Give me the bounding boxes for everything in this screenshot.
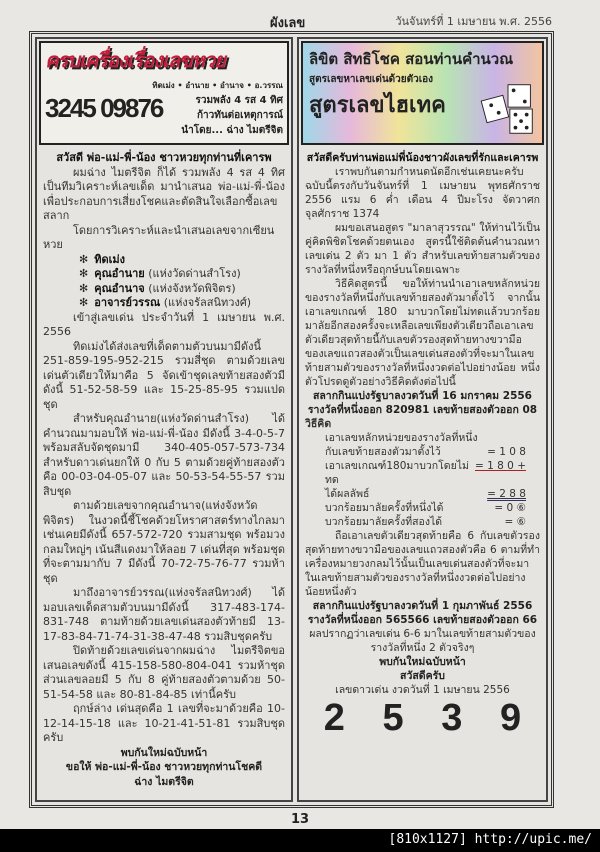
paragraph: ปิดท้ายด้วยเลขเด่นจากผมฉ่าง ไมตรีจิตขอเสนอเลขดังนี้ 415-158-580-804-041 รวมห้าชุด ส่วนเลขลอยมี 5 กับ 8 คู่ท้ายสองตัวตามด้วย 50-51-54-58 และ 80-81-84-85 เท่านี้ครับ <box>43 644 285 701</box>
banner-line3: สูตรเลขไฮเทค <box>308 93 446 118</box>
publication-title: ผังเลข <box>270 16 306 31</box>
calc-row: กับเลขท้ายสองตัวมาตั้งไว้ = 1 0 8 <box>324 446 526 458</box>
watermark-text: [810x1127] http://upic.me/ <box>388 832 592 847</box>
page-number: 13 <box>290 812 310 827</box>
banner-names: ทิดเม่ง • อำนาย • อำนาจ • อ.วรรณ <box>152 81 283 90</box>
expert-list <box>43 253 285 311</box>
example-draw: สลากกินแบ่งรัฐบาลงวดวันที่ 16 มกราคม 2556 <box>312 390 532 402</box>
left-column <box>35 37 293 802</box>
page-frame <box>29 31 554 808</box>
example-draw: สลากกินแบ่งรัฐบาลงวดวันที่ 1 กุมภาพันธ์ 2556 <box>312 600 533 612</box>
paragraph: ผมฉ่าง ไมตรีจิต ก็ได้ รวมพลัง 4 รส 4 ทิศ เป็นทีมวิเคราะห์เลขเด็ด มานำเสนอ พ่อ-แม่-พี่-น้อง เพื่อประกอบการเสี่ยงโชคและตัดสินใจเลือกซื้อเลขสลาก <box>43 165 285 222</box>
watermark-bar <box>0 829 600 852</box>
banner-line1: รวมพลัง 4 รส 4 ทิศ <box>195 95 283 106</box>
calc-row: เอาเลขเกณฑ์180มาบวกโดยไม่ทด = 1 8 0 + <box>324 460 526 486</box>
page-header <box>0 0 600 31</box>
banner-digits: 3245 09876 <box>45 92 163 123</box>
list-item: ✻ ทิดเม่ง <box>79 252 125 266</box>
paragraph: ตามด้วยเลขจากคุณอำนาจ(แห่งจังหวัดพิจิตร) ในงวดนี้ชี้โชคด้วยโหราศาสตร์ทางไกลมาเช่นเคยมีดังนี้ 657-572-720 รวมสามชุด พร้อมวงกลมใหญ่ๆ เน้นสีแดงมาให้ลอย 7 เด่นที่สุด พร้อมชุดที่จะตามมากับ 7 มีดังนี้ 70-72-75-76-77 รวมห้าชุด <box>43 499 285 585</box>
star-digits <box>305 697 540 739</box>
asterisk-icon: ✻ <box>79 267 89 280</box>
left-heading: สวัสดี พ่อ-แม่-พี่-น้อง ชาวหวยทุกท่านที่เคารพ <box>56 151 272 164</box>
list-item: ✻ อาจารย์วรรณ (แห่งจรัลสนิทวงศ์) <box>79 296 252 309</box>
banner-line2: ก้าวทันต่อเหตุการณ์ <box>196 110 283 121</box>
right-heading: สวัสดีครับท่านพ่อแม่พี่น้องชาวผังเลขที่รักและเคารพ <box>306 152 539 164</box>
asterisk-icon: ✻ <box>79 296 89 309</box>
example-result: รางวัลที่หนึ่งออก 820981 เลขท้ายสองตัวออก 08 <box>307 404 538 416</box>
list-item: ✻ คุณอำนาย (แห่งวัดด่านสำโรง) <box>79 267 241 280</box>
list-item: ✻ คุณอำนาจ (แห่งจังหวัดพิจิตร) <box>79 281 236 295</box>
intro-line: เข้าสู่เลขเด่น ประจำวันที่ 1 เมษายน พ.ศ. 2556 <box>43 310 285 338</box>
paragraph: วิธีคิดสูตรนี้ ขอให้ท่านนำเอาเลขหลักหน่วยของรางวัลที่หนึ่งกับเลขท้ายสองตัวมาตั้งไว้ จากนั้นเอาเลขเกณฑ์ 180 มาบวกโดยไม่ทดแล้วบวกร้อยมาลัยอีกสองครั้งจะเหลือเลขเพียงตัวเดียวถือเอาเลขตัวเดียวสุดท้ายนี้กับเลขตัวรองสุดท้ายทางขวามือของเลขแถวสองตัวเป็นเลขเด่นสองตัวที่จะมาในเลขท้ายสามตัวของรางวัลที่หนึ่งงวดต่อไปอย่างน้อย หนึ่งตัวโปรดดูตัวอย่างวิธีคิดดังต่อไปนี้ <box>304 278 540 388</box>
calc-row: บวกร้อยมาลัยครั้งที่หนึ่งได้ = 0 ⑥ <box>324 502 526 514</box>
issue-date: วันจันทร์ที่ 1 เมษายน พ.ศ. 2556 <box>395 15 552 28</box>
dice-icon <box>480 81 536 137</box>
closing: พบกันใหม่ฉบับหน้า <box>120 746 208 759</box>
paragraph: ถือเอาเลขตัวเดียวสุดท้ายคือ 6 กับเลขตัวรองสุดท้ายทางขวามือของเลขแถวสองตัวคือ 6 ตามที่ทำเครื่องหมายวงกลมไว้นั้นเป็นเลขเด่นสองตัวที่จะมาในเลขท้ายสามตัวของรางวัลที่หนึ่งงวดต่อไปอย่างน้อยหนึ่งตัว <box>304 530 540 598</box>
calculation-table <box>305 431 540 529</box>
banner-title: ครบเครื่องเรื่องเลขหวย <box>45 48 225 72</box>
banner-line1: ลิขิต สิทธิโชค สอนท่านคำนวณ <box>308 50 514 68</box>
star-digit: 9 <box>500 697 522 739</box>
method-label: วิธีคิด <box>304 418 332 430</box>
calc-row: ได้ผลลัพธ์ = 2 8 8 <box>324 488 526 500</box>
result-line: ผลปรากฏว่าเลขเด่น 6-6 มาในเลขท้ายสามตัวของ <box>309 628 536 640</box>
star-digit: 2 <box>323 697 345 739</box>
asterisk-icon: ✻ <box>79 281 89 295</box>
example-result: รางวัลที่หนึ่งออก 565566 เลขท้ายสองตัวออก 66 <box>307 614 538 626</box>
closing: สวัสดีครับ <box>400 670 445 682</box>
banner-line3: นำโดย... ฉ่าง ไมตรีจิต <box>181 125 283 136</box>
paragraph: ทิดเม่งได้ส่งเลขที่เด็ดตามตัวบนมามีดังนี้ 251-859-195-952-215 รวมสี่ชุด ตามด้วยเลขเด่นตัวเดียวให้มาคือ 5 จัดเข้าชุดเลขท้ายสองตัวมีดังนี้ 51-52-58-59 และ 15-25-85-95 รวมแปดชุด <box>43 339 285 411</box>
closing: พบกันใหม่ฉบับหน้า <box>379 656 466 668</box>
calc-row: เอาเลขหลักหน่วยของรางวัลที่หนึ่ง <box>324 432 478 444</box>
right-column <box>297 37 548 802</box>
star-digit: 3 <box>441 697 463 739</box>
star-digit: 5 <box>382 697 404 739</box>
paragraph: สำหรับคุณอำนาย(แห่งวัดด่านสำโรง) ได้คำนวณมามอบให้ พ่อ-แม่-พี่-น้อง มีดังนี้ 3-4-0-5-7 พร้อมสลับจัดชุดมามี 340-405-057-573-734 สำหรับดาวเด่นยกให้ 0 กับ 5 ตามด้วยคู่ท้ายสองตัวคือ 00-03-04-05-07 และ 50-53-54-55-57 รวมสิบชุด <box>43 412 285 498</box>
paragraph: โดยการวิเคราะห์และนำเสนอเลขจากเซียนหวย <box>43 223 275 251</box>
right-banner <box>301 41 544 145</box>
paragraph: ฤกษ์ล่าง เด่นสุดคือ 1 เลขที่จะมาด้วยคือ 10-12-14-15-18 และ 10-21-41-51-81 รวมสิบชุดครับ <box>43 702 285 744</box>
star-number-label: เลขดาวเด่น งวดวันที่ 1 เมษายน 2556 <box>335 684 510 696</box>
calc-row: บวกร้อยมาลัยครั้งที่สองได้ = ⑥ <box>324 516 526 528</box>
author-signature: ฉ่าง ไมตรีจิต <box>134 775 194 788</box>
result-line: รางวัลที่หนึ่ง 2 ตัวจริงๆ <box>370 642 475 654</box>
paragraph: มาถึงอาจารย์วรรณ(แห่งจรัลสนิทวงศ์) ได้มอบเลขเด็ดสามตัวบนมามีดังนี้ 317-483-174-831-748 ตามท้ายด้วยเลขเด่นสองตัวท้ายมี 13-17-83-84-71-74-31-38-47-48 รวมสิบชุดครับ <box>43 586 285 643</box>
left-banner <box>39 41 289 145</box>
closing: ขอให้ พ่อ-แม่-พี่-น้อง ชาวหวยทุกท่านโชคดี <box>65 761 263 773</box>
banner-line2: สูตรเลขหาเลขเด่นด้วยตัวเอง <box>308 74 434 85</box>
asterisk-icon: ✻ <box>79 252 89 266</box>
paragraph: เราพบกันตามกำหนดนัดอีกเช่นเคยนะครับ ฉบับนี้ตรงกับวันจันทร์ที่ 1 เมษายน พุทธศักราช 2556 แรม 6 ค่ำ เดือน 4 ปีมะโรง จัตวาศก จุลศักราช 1374 <box>304 166 540 220</box>
paragraph: ผมขอเสนอสูตร "มาลาสุวรรณ" ให้ท่านไว้เป็นคู่คิดพิชิตโชคด้วยตนเอง สูตรนี้ใช้ติดต้นคำนวณหาเลขเด่น 2 ตัว มา 1 ตัว สำหรับเลขท้ายสามตัวของรางวัลที่หนึ่งหรือฤกษ์บนโดยเฉพาะ <box>304 222 540 276</box>
